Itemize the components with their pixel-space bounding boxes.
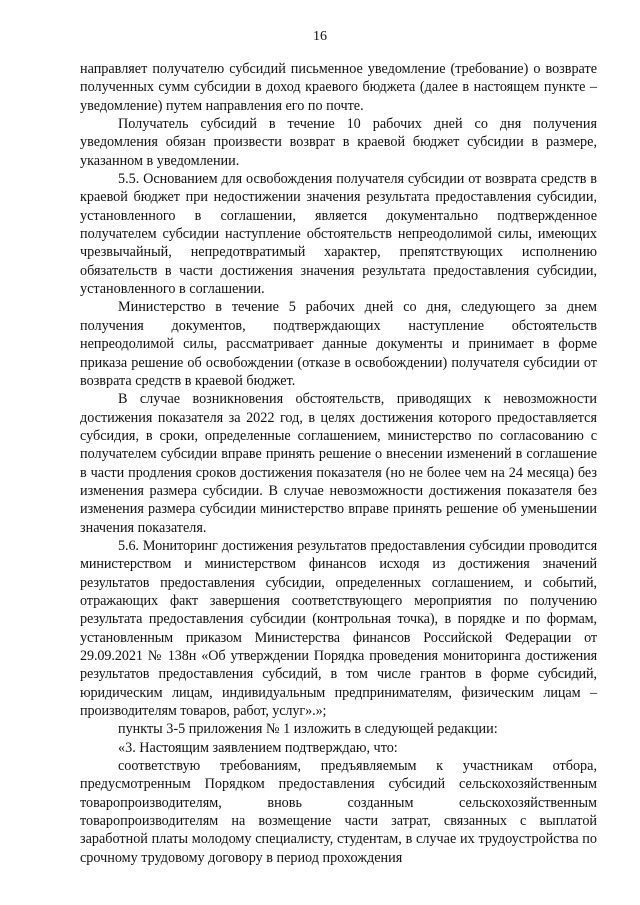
document-body	[80, 60, 597, 867]
paragraph-force-majeure-indicator: В случае возникновения обстоятельств, приводящих к невозможности достижения показателя за 2022 год, в целях достижения которого предоставляется субсидия, в сроки, определенные соглашением, министерство по согласованию с получателем субсидии вправе принять решение о внесении изменений в соглашение в части продления сроков достижения показателя (но не более чем на 24 месяца) без изменения размера субсидии. В случае невозможности достижения показателя без изменения размера субсидии министерство вправе принять решение об уменьшении значения показателя.	[80, 391, 597, 536]
page-number: 16	[313, 29, 327, 44]
paragraph-ministry-decision: Министерство в течение 5 рабочих дней со дня, следующего за днем получения документов, подтверждающих наступление обстоятельств непреодолимой силы, рассматривает данные документы и принимает в форме приказа решение об освобождении (отказе в освобождении) получателя субсидии от возврата средств в краевой бюджет.	[80, 299, 597, 389]
paragraph-requirements: соответствую требованиям, предъявляемым к участникам отбора, предусмотренным Порядком предоставления субсидий сельскохозяйственным товаропроизводителям, вновь созданным сельскохозяйственным товаропроизводителям на возмещение части затрат, связанных с выплатой заработной платы молодому специалисту, студентам, в случае их трудоустройства по срочному трудовому договору в период прохождения	[80, 758, 597, 866]
paragraph-refund-deadline: Получатель субсидий в течение 10 рабочих дней со дня получения уведомления обязан произвести возврат в краевой бюджет субсидии в размере, указанном в уведомлении.	[80, 116, 597, 169]
paragraph-notification-continuation: направляет получателю субсидий письменное уведомление (требование) о возврате полученных сумм субсидии в доход краевого бюджета (далее в настоящем пункте – уведомление) путем направления его по почте.	[80, 61, 597, 114]
paragraph-item-3: «3. Настоящим заявлением подтверждаю, что:	[118, 739, 398, 756]
paragraph-5-6: 5.6. Мониторинг достижения результатов предоставления субсидии проводится министерством и министерством финансов исходя из достижения значений результатов предоставления субсидии, определенных соглашением, и событий, отражающих факт завершения соответствующего мероприятия по получению результата предоставления субсидии (контрольная точка), в порядке и по формам, установленным приказом Министерства финансов Российской Федерации от 29.09.2021 № 138н «Об утверждении Порядка проведения мониторинга достижения результатов предоставления субсидий, в том числе грантов в форме субсидий, юридическим лицам, индивидуальным предпринимателям, физическим лицам – производителям товаров, работ, услуг».»;	[80, 537, 597, 720]
paragraph-amendment-instruction: пункты 3-5 приложения № 1 изложить в следующей редакции:	[118, 721, 498, 738]
paragraph-5-5: 5.5. Основанием для освобождения получателя субсидии от возврата средств в краевой бюджет при недостижении значения результата предоставления субсидии, установленного в соглашении, является документально подтвержденное получателем субсидии наступление обстоятельств непреодолимой силы, имеющих чрезвычайный, непредотвратимый характер, препятствующих исполнению обязательств в части достижения значения результата предоставления субсидии, установленного в соглашении.	[80, 171, 597, 298]
